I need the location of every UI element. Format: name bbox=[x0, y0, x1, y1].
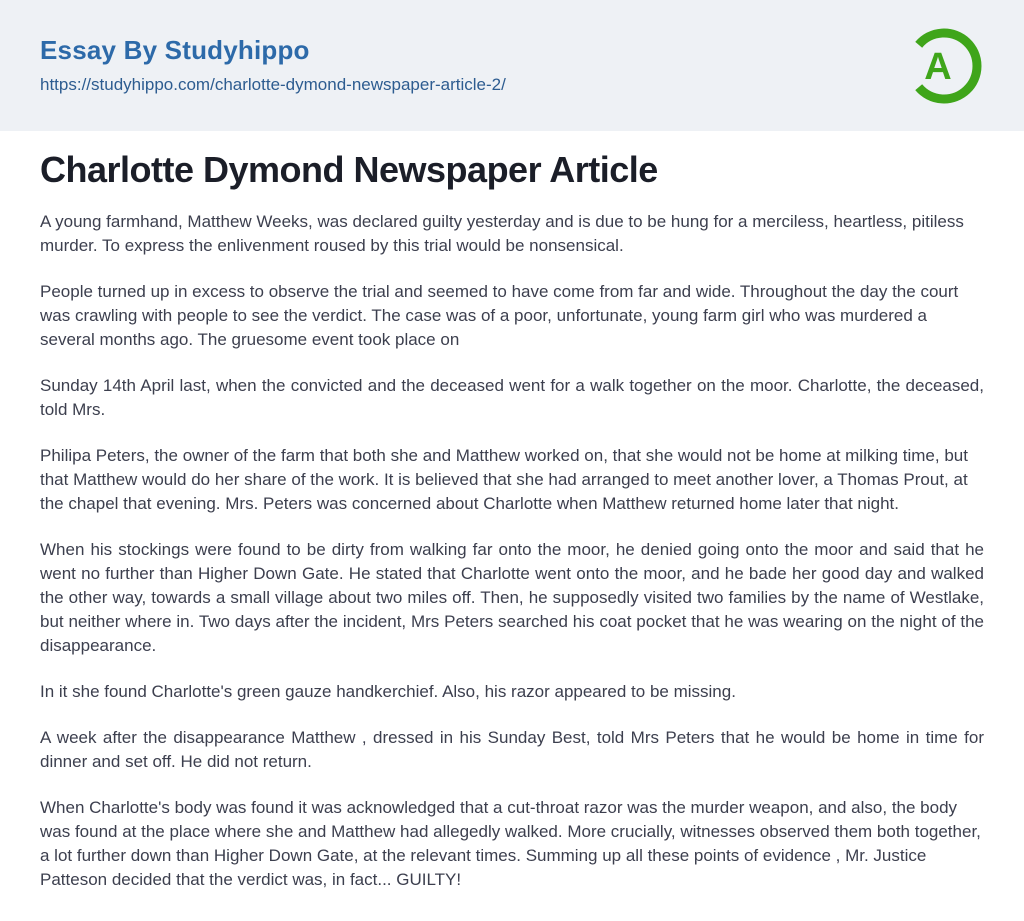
header-text-block bbox=[40, 36, 506, 96]
article-paragraph: Philipa Peters, the owner of the farm that both she and Matthew worked on, that she would not be home at milking time, but that Matthew would do her share of the work. It is believed that she had arranged to meet another lover, a Thomas Prout, at the chapel that evening. Mrs. Peters was concerned about Charlotte when Matthew returned home later that night. bbox=[40, 445, 968, 513]
article-url-link[interactable]: https://studyhippo.com/charlotte-dymond-newspaper-article-2/ bbox=[40, 75, 506, 95]
studyhippo-logo bbox=[904, 26, 984, 106]
article-paragraph: People turned up in excess to observe the trial and seemed to have come from far and wide. Throughout the day the court was crawling with people to see the verdict. The case was of a poor, unfortunate, young farm girl who was murdered a several months ago. The gruesome event took place on bbox=[40, 281, 959, 349]
article-paragraph: A week after the disappearance Matthew , dressed in his Sunday Best, told Mrs Peters that he would be home in time for dinner and set off. He did not return. bbox=[40, 727, 984, 771]
logo-letter: A bbox=[924, 45, 952, 88]
article-paragraph: Sunday 14th April last, when the convicted and the deceased went for a walk together on the moor. Charlotte, the deceased, told Mrs. bbox=[40, 375, 984, 419]
article-paragraph: When his stockings were found to be dirty from walking far onto the moor, he denied going onto the moor and said that he went no further than Higher Down Gate. He stated that Charlotte went onto the moor, and he bade her good day and walked the other way, towards a small village about two miles off. Then, he supposedly visited two families by the name of Westlake, but neither where in. Two days after the incident, Mrs Peters searched his coat pocket that he was wearing on the night of the disappearance. bbox=[40, 539, 984, 655]
article-title: Charlotte Dymond Newspaper Article bbox=[40, 149, 658, 190]
page-header bbox=[0, 0, 1024, 131]
site-title: Essay By Studyhippo bbox=[40, 34, 310, 65]
article-paragraph: When Charlotte's body was found it was acknowledged that a cut-throat razor was the murder weapon, and also, the body was found at the place where she and Matthew had allegedly walked. More crucially, witnesses observed them both together, a lot further down than Higher Down Gate, at the relevant times. Summing up all these points of evidence , Mr. Justice Patteson decided that the verdict was, in fact... GUILTY! bbox=[40, 797, 981, 889]
article-paragraph: A young farmhand, Matthew Weeks, was declared guilty yesterday and is due to be hung for a merciless, heartless, pitiless murder. To express the enlivenment roused by this trial would be nonsensical. bbox=[40, 211, 964, 255]
studyhippo-logo-icon bbox=[904, 26, 984, 106]
article-content bbox=[0, 150, 1024, 892]
article-paragraph: In it she found Charlotte's green gauze handkerchief. Also, his razor appeared to be missing. bbox=[40, 681, 736, 701]
